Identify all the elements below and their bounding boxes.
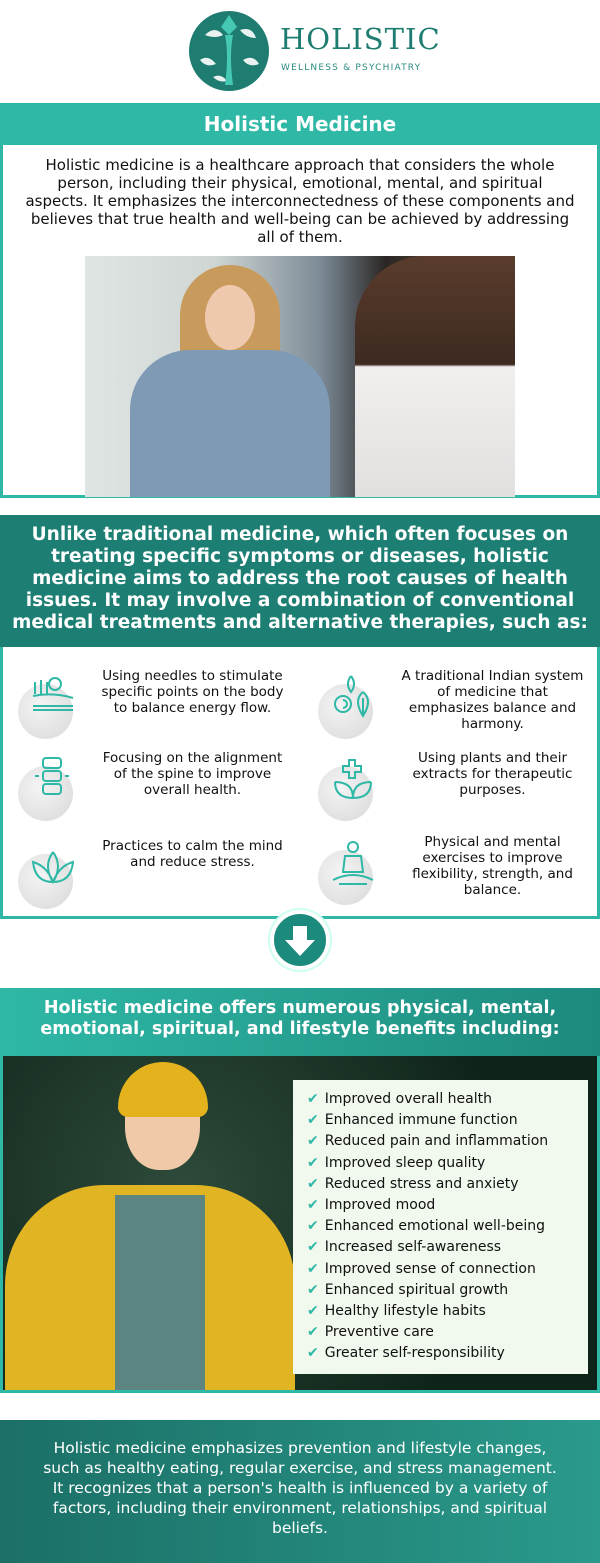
therapy-item [300,750,590,830]
ayurveda-icon [318,674,388,744]
benefit-text: Enhanced immune function [324,1112,518,1129]
benefit-item [307,1322,588,1343]
benefit-item [307,1174,588,1195]
check-icon: ✔ [307,1345,319,1362]
benefit-text: Reduced pain and inflammation [324,1133,549,1150]
benefits-title: Holistic medicine offers numerous physical, mental, emotional, spiritual, and lifestyle benefits including: [0,988,600,1056]
benefit-text: Improved mood [324,1197,436,1214]
check-icon: ✔ [307,1197,319,1214]
benefit-item [307,1110,588,1131]
logo-icon [185,5,273,93]
benefit-text: Healthy lifestyle habits [324,1303,486,1320]
therapy-item [0,838,290,918]
check-icon: ✔ [307,1281,319,1298]
benefit-item [307,1343,588,1364]
therapy-text: Focusing on the alignment of the spine to improve overall health. [102,750,283,798]
check-icon: ✔ [307,1260,319,1277]
check-icon: ✔ [307,1154,319,1171]
check-icon: ✔ [307,1239,319,1256]
logo-tagline: WELLNESS & PSYCHIATRY [281,63,422,73]
therapy-text: Using plants and their extracts for therapeutic purposes. [412,750,573,798]
benefit-item [307,1216,588,1237]
benefit-text: Enhanced spiritual growth [324,1281,509,1298]
benefit-item [307,1195,588,1216]
benefit-item [307,1153,588,1174]
spine-icon [18,756,88,826]
photo-detail [205,285,255,350]
intro-text: Holistic medicine is a healthcare approach that considers the whole person, including their physical, emotional, mental, and spiritual aspects. It emphasizes the interconnectedness of these components and believes that true health and well-being can be achieved by addressing all of them. [25,156,575,246]
section-title: Holistic Medicine [0,103,600,145]
benefit-text: Reduced stress and anxiety [324,1175,519,1192]
check-icon: ✔ [307,1218,319,1235]
benefit-item [307,1259,588,1280]
benefit-text: Improved overall health [324,1091,492,1107]
benefit-item [307,1089,588,1110]
benefits-list [293,1080,588,1374]
check-icon: ✔ [307,1133,319,1150]
check-icon: ✔ [307,1303,319,1320]
logo-name: HOLISTIC [280,22,441,56]
benefit-text: Improved sleep quality [324,1154,486,1171]
benefit-item [307,1131,588,1152]
therapy-item [0,750,290,830]
arrow-down-icon [270,910,330,970]
photo-detail [355,256,515,497]
therapy-item [0,668,290,748]
therapy-text: Using needles to stimulate specific points on the body to balance energy flow. [101,668,284,716]
benefit-text: Greater self-responsibility [324,1345,505,1362]
photo-detail [130,350,330,497]
therapy-text: A traditional Indian system of medicine that emphasizes balance and harmony. [401,668,584,732]
therapy-item [300,834,590,914]
check-icon: ✔ [307,1175,319,1192]
benefit-item [307,1301,588,1322]
benefit-text: Improved sense of connection [324,1260,536,1277]
check-icon: ✔ [307,1324,319,1341]
benefit-text: Enhanced emotional well-being [324,1218,546,1235]
lotus-icon [18,844,88,914]
benefit-text: Preventive care [324,1324,434,1341]
therapy-text: Practices to calm the mind and reduce stress. [102,838,283,870]
therapies-intro: Unlike traditional medicine, which often focuses on treating specific symptoms or diseases, holistic medicine aims to address the root causes of health issues. It may involve a combination of conventional medical treatments and alternative therapies, such as: [0,515,600,647]
acupuncture-icon [18,674,88,744]
yoga-icon [318,840,388,910]
benefit-item [307,1237,588,1258]
herbal-icon [318,756,388,826]
photo-detail [115,1195,205,1390]
therapy-item [300,668,590,748]
check-icon: ✔ [307,1091,319,1107]
check-icon: ✔ [307,1112,319,1129]
benefit-text: Increased self-awareness [324,1239,502,1256]
benefit-item [307,1280,588,1301]
footer-text: Holistic medicine emphasizes prevention and lifestyle changes, such as healthy eating, regular exercise, and stress management. It recognizes that a person's health is influenced by a variety of factors, including their environment, relationships, and spiritual beliefs. [0,1420,600,1563]
therapy-text: Physical and mental exercises to improve flexibility, strength, and balance. [412,834,573,898]
